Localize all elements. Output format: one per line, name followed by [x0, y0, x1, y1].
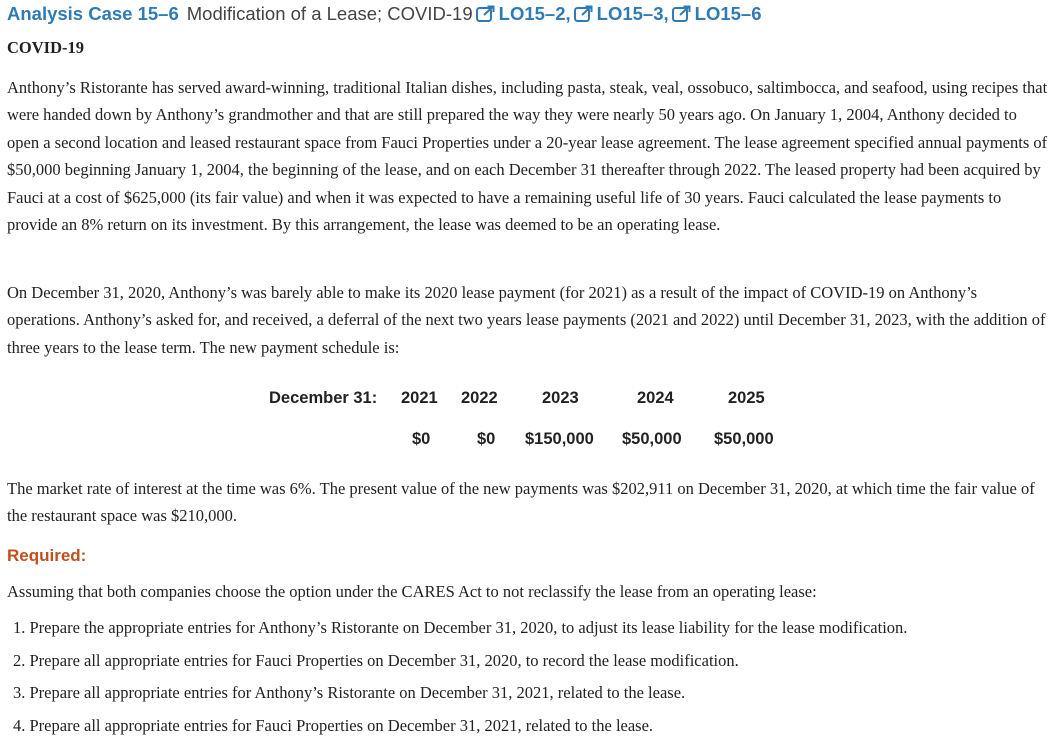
case-paragraph-3: The market rate of interest at the time was 6%. The present value of the new payments was $202,911 on December 31, 2020, at which time the fair value of the restaurant space was $210,000.: [7, 475, 1053, 530]
requirements-list: [13, 614, 907, 744]
requirement-item: [13, 647, 907, 680]
requirement-number: 4.: [13, 712, 25, 740]
schedule-year: 2022: [461, 389, 498, 408]
requirement-text: Prepare all appropriate entries for Fauci Properties on December 31, 2020, to record the lease modification.: [30, 651, 739, 670]
requirement-item: [13, 614, 907, 647]
external-link-icon: [574, 5, 594, 23]
lo-link-label: LO15–3: [597, 3, 664, 25]
lo-separator: ,: [664, 3, 669, 25]
schedule-payment: $0: [412, 430, 430, 449]
requirement-item: [13, 712, 907, 744]
case-paragraph-2: On December 31, 2020, Anthony’s was barely able to make its 2020 lease payment (for 2021) as a result of the impact of COVID-19 on Anthony’s operations. Anthony’s asked for, and received, a deferral of the next two years lease payments (2021 and 2022) until December 31, 2023, with the addition of three years to the lease term. The new payment schedule is:: [7, 279, 1053, 361]
schedule-year: 2025: [728, 389, 765, 408]
requirement-text: Prepare all appropriate entries for Anthony’s Ristorante on December 31, 2021, related to the lease.: [30, 683, 686, 702]
schedule-year: 2024: [637, 389, 674, 408]
case-title: Modification of a Lease; COVID-19: [187, 3, 473, 25]
schedule-row-label: December 31:: [269, 389, 377, 408]
required-intro: Assuming that both companies choose the option under the CARES Act to not reclassify the lease from an operating lease:: [7, 582, 817, 602]
case-paragraph-1: Anthony’s Ristorante has served award-winning, traditional Italian dishes, including pasta, steak, veal, ossobuco, saltimbocca, and seafood, using recipes that were handed down by Anthony’s grandmother and that are still prepared the way they were nearly 50 years ago. On January 1, 2004, Anthony decided to open a second location and leased restaurant space from Fauci Properties under a 20-year lease agreement. The lease agreement specified annual payments of $50,000 beginning January 1, 2004, the beginning of the lease, and on each December 31 thereafter through 2022. The leased property had been acquired by Fauci at a cost of $625,000 (its fair value) and when it was expected to have a remaining useful life of 30 years. Fauci calculated the lease payments to provide an 8% return on its investment. By this arrangement, the lease was deemed to be an operating lease.: [7, 74, 1053, 238]
lo-separator: ,: [566, 3, 571, 25]
schedule-payment: $150,000: [525, 430, 594, 449]
lo-link-3[interactable]: [672, 3, 762, 25]
requirement-text: Prepare the appropriate entries for Anthony’s Ristorante on December 31, 2020, to adjust its lease liability for the lease modification.: [30, 618, 908, 637]
section-title: COVID-19: [7, 38, 84, 58]
schedule-payment: $0: [477, 430, 495, 449]
schedule-payment: $50,000: [714, 430, 774, 449]
lo-link-2[interactable]: [574, 3, 664, 25]
lo-link-label: LO15–2: [499, 3, 566, 25]
case-header: [7, 2, 762, 26]
requirement-number: 3.: [13, 679, 25, 707]
requirement-item: [13, 679, 907, 712]
lo-link-1[interactable]: [476, 3, 566, 25]
schedule-year: 2023: [542, 389, 579, 408]
schedule-payment: $50,000: [622, 430, 682, 449]
required-heading: Required:: [7, 546, 86, 566]
external-link-icon: [672, 5, 692, 23]
requirement-text: Prepare all appropriate entries for Fauci Properties on December 31, 2021, related to the lease.: [30, 716, 654, 735]
requirement-number: 2.: [13, 647, 25, 675]
lo-link-label: LO15–6: [695, 3, 762, 25]
external-link-icon: [476, 5, 496, 23]
requirement-number: 1.: [13, 614, 25, 642]
schedule-year: 2021: [401, 389, 438, 408]
case-label: Analysis Case 15–6: [7, 3, 179, 25]
